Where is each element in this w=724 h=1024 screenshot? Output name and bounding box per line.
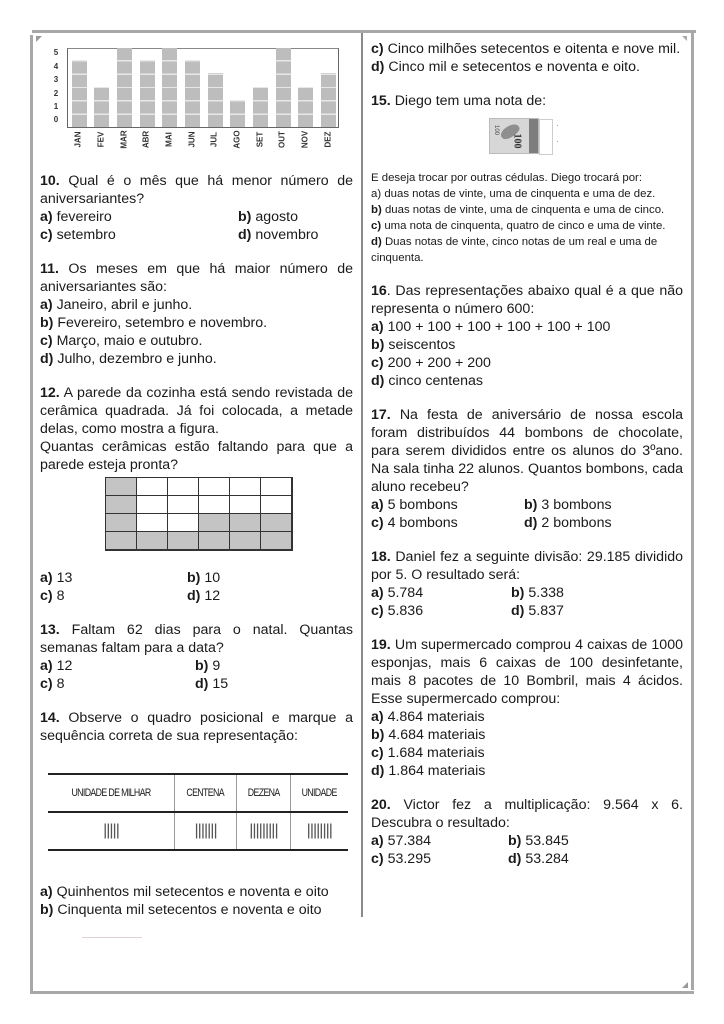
y-tick-label: 3 — [53, 75, 59, 85]
question-10 — [40, 172, 353, 208]
bar-jan — [72, 60, 87, 127]
option-a[interactable]: a) 4.864 materiais — [371, 709, 485, 725]
option-a[interactable]: a) Quinhentos mil setecentos e noventa e oito — [40, 884, 329, 900]
tally-dezena: ||||||||| — [237, 812, 290, 850]
question-12 — [40, 384, 353, 438]
option-d[interactable]: d) 2 bombons — [524, 515, 612, 531]
question-15 — [371, 92, 683, 110]
tile-placed — [137, 532, 168, 550]
option-b[interactable]: b) agosto — [238, 209, 298, 225]
option-c[interactable]: c) 1.684 materiais — [371, 745, 485, 761]
options-row — [40, 208, 353, 226]
option-d[interactable]: d) 12 — [187, 588, 221, 604]
question-17 — [371, 406, 683, 496]
question-text: . Das representações abaixo qual é a que não representa o número 600: — [371, 283, 683, 317]
y-tick-label: 5 — [53, 48, 59, 58]
option-c[interactable]: c) setembro — [40, 227, 116, 243]
corner-mark-icon — [682, 982, 688, 988]
tile-placed — [106, 514, 137, 532]
tally-centena: ||||||| — [174, 812, 236, 850]
bar-mai — [162, 48, 177, 127]
options-row — [40, 657, 353, 675]
tile-missing — [137, 496, 168, 514]
question-number: 10. — [40, 173, 60, 189]
x-tick-label: ABR — [141, 130, 151, 149]
option-b[interactable]: b) Fevereiro, setembro e novembro. — [40, 315, 268, 331]
question-number: 14. — [40, 710, 60, 726]
note-label-strip — [529, 119, 538, 153]
option-b[interactable]: b) 5.338 — [511, 585, 564, 601]
positional-table — [48, 773, 348, 851]
option-d[interactable]: d) novembro — [238, 227, 319, 243]
option-b[interactable]: b) seiscentos — [371, 337, 456, 353]
question-number: 13. — [40, 622, 60, 638]
option-c[interactable]: c) 4 bombons — [371, 515, 458, 531]
option-b[interactable]: b) 53.845 — [508, 833, 569, 849]
bar-fev — [94, 87, 109, 127]
page-border-top — [32, 30, 696, 33]
question-14 — [40, 709, 353, 745]
left-column — [40, 172, 353, 919]
tile-placed — [230, 514, 261, 532]
option-c[interactable]: c) 53.295 — [371, 851, 431, 867]
question-number: 11. — [40, 261, 59, 277]
x-tick-label: AGO — [232, 130, 242, 149]
question-number: 17. — [371, 407, 391, 423]
question-18 — [371, 548, 683, 584]
question-text: A parede da cozinha está sendo revistada de cerâmica quadrada. Já foi colocada, a metade delas, como mostra a figura. — [40, 385, 353, 437]
option-d[interactable]: d) 1.864 materiais — [371, 763, 486, 779]
tile-missing — [137, 514, 168, 532]
question-20 — [371, 796, 683, 832]
tile-placed — [106, 478, 137, 496]
option-c[interactable]: c) 5.836 — [371, 603, 424, 619]
option-b[interactable]: b) Cinquenta mil setecentos e noventa e oito — [40, 902, 322, 918]
tile-placed — [261, 514, 292, 532]
x-tick-label: OUT — [277, 131, 287, 148]
question-13 — [40, 621, 353, 657]
header-centena: CENTENA — [181, 774, 231, 812]
ceramic-tile-grid — [105, 477, 293, 551]
option-a[interactable]: a) 13 — [40, 570, 73, 586]
option-d[interactable]: d) cinco centenas — [371, 373, 484, 389]
tile-missing — [230, 478, 261, 496]
y-tick-label: 2 — [53, 88, 59, 98]
question-number: 12. — [40, 385, 60, 401]
option-a[interactable]: a) 12 — [40, 658, 73, 674]
option-c[interactable]: c) 200 + 200 + 200 — [371, 355, 491, 371]
option-c[interactable]: c) uma nota de cinquenta, quatro de cinco e uma de vinte. — [371, 220, 666, 232]
tile-missing — [168, 514, 199, 532]
page-border-bottom — [30, 991, 694, 994]
bar-set — [253, 87, 268, 127]
header-unidade: UNIDADE — [296, 774, 342, 812]
options-row — [371, 514, 683, 532]
question-text: Diego tem uma nota de: — [394, 93, 547, 109]
options-row — [40, 587, 353, 605]
tile-missing — [261, 478, 292, 496]
question-text: Um supermercado comprou 4 caixas de 1000 esponjas, mais 6 caixas de 100 desinfetante, mais 8 pacotes de 10 Bombril, mais 4 ácidos. Esse supermercado comprou: — [371, 637, 683, 707]
option-a[interactable]: a) Janeiro, abril e junho. — [40, 297, 193, 313]
option-b[interactable]: b) 9 — [195, 658, 221, 674]
option-a[interactable]: a) 5 bombons — [371, 497, 458, 513]
bar-jun — [185, 60, 200, 127]
x-tick-label: SET — [255, 131, 265, 148]
tile-missing — [261, 496, 292, 514]
bar-mar — [117, 48, 132, 127]
tile-missing — [168, 496, 199, 514]
option-a[interactable]: a) 57.384 — [371, 833, 431, 849]
bar-dez — [321, 73, 336, 127]
chart-plot-area — [67, 48, 339, 128]
x-tick-label: FEV — [96, 131, 106, 148]
birthday-bar-chart — [40, 40, 350, 175]
question-number: 18. — [371, 549, 391, 565]
options-row — [40, 226, 353, 244]
option-a[interactable]: a) 5.784 — [371, 585, 424, 601]
question-number: 16 — [371, 283, 387, 299]
question-text: Observe o quadro posicional e marque a sequência correta de sua representação: — [40, 710, 353, 744]
option-a[interactable]: a) 100 + 100 + 100 + 100 + 100 + 100 — [371, 319, 611, 335]
option-b[interactable]: b) 10 — [187, 570, 221, 586]
page-border-left — [30, 35, 33, 992]
question-text-2: Quantas cerâmicas estão faltando para que a parede esteja pronta? — [40, 439, 353, 473]
option-d[interactable]: d) Cinco mil e setecentos e noventa e oito. — [371, 59, 640, 75]
question-11 — [40, 260, 353, 296]
tile-placed — [168, 532, 199, 550]
tile-missing — [230, 496, 261, 514]
x-tick-label: MAR — [119, 130, 129, 149]
question-number: 19. — [371, 637, 391, 653]
question-text: Faltam 62 dias para o natal. Quantas semanas faltam para a data? — [40, 622, 353, 656]
bar-nov — [298, 87, 313, 127]
x-tick-label: MAI — [164, 132, 174, 147]
options-row — [371, 602, 683, 620]
question-text: Daniel fez a seguinte divisão: 29.185 dividido por 5. O resultado será: — [371, 549, 683, 583]
option-b[interactable]: b) 4.684 materiais — [371, 727, 486, 743]
banknote-100-reais-image: 100 100 · · — [489, 118, 539, 154]
tile-placed — [106, 496, 137, 514]
tile-placed — [230, 532, 261, 550]
bar-jul — [208, 73, 223, 127]
option-a[interactable]: a) duas notas de vinte, uma de cinquenta e uma de dez. — [371, 188, 656, 200]
header-unidade-de-milhar: UNIDADE DE MILHAR — [61, 774, 162, 812]
option-a[interactable]: a) fevereiro — [40, 209, 112, 225]
option-d[interactable]: d) 5.837 — [511, 603, 564, 619]
x-tick-label: JUN — [187, 131, 197, 148]
header-dezena: DEZENA — [242, 774, 285, 812]
tile-missing — [168, 478, 199, 496]
bar-abr — [140, 60, 155, 127]
right-column — [371, 40, 683, 868]
tally-unidade-de-milhar: ||||| — [48, 812, 174, 850]
options-row — [371, 850, 683, 868]
option-d[interactable]: d) Julho, dezembro e junho. — [40, 351, 217, 367]
option-c[interactable]: c) 8 — [40, 588, 65, 604]
option-c[interactable]: c) 8 — [40, 676, 65, 692]
question-number: 15. — [371, 93, 391, 109]
x-tick-label: DEZ — [323, 131, 333, 148]
x-tick-label: JUL — [209, 131, 219, 148]
question-16 — [371, 282, 683, 318]
options-row — [371, 584, 683, 602]
option-c[interactable]: c) Março, maio e outubro. — [40, 333, 203, 349]
y-tick-label: 1 — [53, 101, 59, 111]
options-row — [371, 496, 683, 514]
question-19 — [371, 636, 683, 708]
column-divider — [361, 33, 363, 917]
tile-placed — [199, 532, 230, 550]
tile-placed — [106, 532, 137, 550]
option-b[interactable]: b) duas notas de vinte, uma de cinquenta e uma de cinco. — [371, 204, 665, 216]
tile-placed — [199, 514, 230, 532]
question-number: 20. — [371, 797, 391, 813]
option-c[interactable]: c) Cinco milhões setecentos e oitenta e nove mil. — [371, 41, 681, 57]
option-d[interactable]: d) 53.284 — [508, 851, 569, 867]
bar-out — [276, 48, 291, 127]
options-row — [40, 569, 353, 587]
page-border-right — [691, 30, 694, 990]
question-text: Qual é o mês que há menor número de aniversariantes? — [40, 173, 353, 207]
note-value: 100 — [511, 133, 523, 149]
tile-missing — [199, 478, 230, 496]
tile-placed — [261, 532, 292, 550]
y-tick-label: 4 — [53, 61, 59, 71]
options-row — [40, 675, 353, 693]
x-tick-label: NOV — [300, 130, 310, 149]
question-text-2: E deseja trocar por outras cédulas. Diego trocará por: — [371, 172, 642, 184]
tile-missing — [199, 496, 230, 514]
option-d[interactable]: d) Duas notas de vinte, cinco notas de um real e uma de cinquenta. — [371, 236, 658, 264]
faint-line — [82, 937, 142, 938]
tile-missing — [137, 478, 168, 496]
option-b[interactable]: b) 3 bombons — [524, 497, 612, 513]
x-tick-label: JAN — [73, 131, 83, 148]
question-text: Na festa de aniversário de nossa escola foram distribuídos 44 bombons de chocolate, para serem divididos entre os alunos do 3ºano. Na sala tinha 22 alunos. Quantos bombons, cada aluno recebeu? — [371, 407, 683, 495]
question-text: Victor fez a multiplicação: 9.564 x 6. Descubra o resultado: — [371, 797, 683, 831]
y-tick-label: 0 — [53, 115, 59, 125]
question-text: Os meses em que há maior número de aniversariantes são: — [40, 261, 353, 295]
option-d[interactable]: d) 15 — [195, 676, 229, 692]
options-row — [371, 832, 683, 850]
bar-ago — [230, 100, 245, 127]
tally-unidade: |||||||| — [306, 822, 332, 839]
